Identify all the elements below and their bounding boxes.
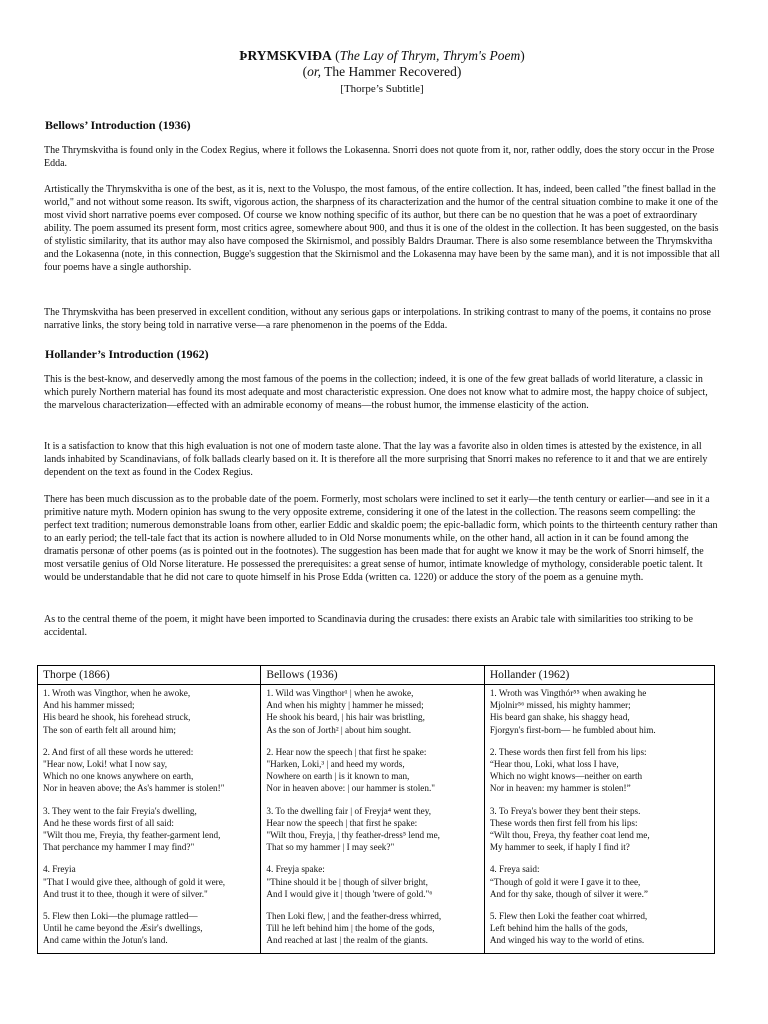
document-page [44, 48, 720, 638]
title-or: or, [307, 64, 322, 79]
hollander-paragraph-4: As to the central theme of the poem, it might have been imported to Scandinavia during the crusades: there exists an Arabic tale with similarities too striking to be accidental. [44, 614, 693, 638]
bellows-paragraph-1: The Thrymskvitha is found only in the Codex Regius, where it follows the Lokasenna. Snorri does not quote from it, nor, rather oddly, does the story occur in the Prose Edda. [44, 145, 715, 169]
column-header-hollander: Hollander (1962) [484, 666, 714, 685]
thorpe-column [38, 685, 261, 954]
bellows-paragraph-2: Artistically the Thrymskvitha is one of the best, as it is, next to the Voluspo, the most famous, of the entire collection. It has, indeed, been called "the finest ballad in the world," and not without some reason. Its swift, vigorous action, the sharpness of its characterization and the humor of the central situation combine to make it one of the most vivid short narrative poems ever composed. Of course we know nothing specific of its author, but there can be no question that he was a poet of extraordinary ability. The poem assumed its present form, most critics agree, somewhere about 900, and thus it is one of the oldest in the collection. It has been suggested, on the basis of stylistic similarity, that its author may also have composed the Skirnismol, and possibly Baldrs Draumar. There is also some resemblance between the Thrymskvitha and the Lokasenna (note, in this connection, Bugge's suggestion that the Skirnismol and the Lokasenna may have been by the same man), and it is not impossible that all four poems have a single authorship. [44, 184, 720, 273]
title-english: The Lay of Thrym, Thrym's Poem [339, 48, 521, 63]
column-header-thorpe: Thorpe (1866) [38, 666, 261, 685]
bellows-column [261, 685, 484, 954]
title-subtitle: [Thorpe’s Subtitle] [340, 83, 424, 95]
bellows-paragraph-3: The Thrymskvitha has been preserved in excellent condition, without any serious gaps or interpolations. In striking contrast to many of the poems, it contains no prose narrative links, the story being told in narrative verse—a rare phenomenon in the poems of the Edda. [44, 307, 711, 331]
hollander-stanza-3: 3. To Freya's bower they bent their steps. These words then first fell from his lips: “Wilt thou, Freya, thy feather coat lend me, My hammer to seek, if haply I find it? [489, 805, 650, 853]
hollander-stanza-1: 1. Wroth was Vingthór⁵⁵ when awaking he Mjolnir⁵⁶ missed, his mighty hammer; His beard gan shake, his shaggy head, Fjorgyn's first-born— he fumbled about him. [489, 688, 656, 735]
hollander-paragraph-2: It is a satisfaction to know that this high evaluation is not one of modern taste alone. That the lay was a favorite also in olden times is attested by the existence, in all lands inhabited by Scandinavians, of folk ballads clearly based on it. It is therefore all the more surprising that Snorri makes no reference to it and that we are entirely dependent on the text as found in the Codex Regius. [44, 441, 708, 478]
thorpe-stanza-5: 5. Flew then Loki—the plumage rattled— Until he came beyond the Æsir's dwellings, And came within the Jotun's land. [43, 911, 203, 946]
hollander-stanza-5: 5. Flew then Loki the feather coat whirred, Left behind him the halls of the gods, And winged his way to the world of etins. [489, 911, 648, 946]
bellows-stanza-5: Then Loki flew, | and the feather-dress whirred, Till he left behind him | the home of the gods, And reached at last | the realm of the giants. [266, 911, 442, 946]
table-row [38, 685, 715, 954]
hollander-column [484, 685, 714, 954]
thorpe-stanza-4: 4. Freyia "That I would give thee, although of gold it were, And trust it to thee, though it were of silver." [43, 864, 226, 899]
title-main: ÞRYMSKVIÐA [239, 48, 332, 63]
bellows-stanza-1: 1. Wild was Vingthor¹ | when he awoke, And when his mighty | hammer he missed; He shook his beard, | his hair was bristling, As the son of Jorth² | about him sought. [266, 688, 425, 735]
thorpe-stanza-3: 3. They went to the fair Freyia's dwelling, And he these words first of all said: "Wilt thou me, Freyia, thy feather-garment lend, That perchance my hammer I may find?" [43, 805, 221, 853]
thorpe-stanza-2: 2. And first of all these words he uttered: "Hear now, Loki! what I now say, Which no one knows anywhere on earth, Nor in heaven above; the As's hammer is stolen!" [43, 746, 225, 794]
table-header-row [38, 666, 715, 685]
hollander-paragraph-1: This is the best-know, and deservedly among the most famous of the poems in the collection; indeed, it is one of the few great ballads of world literature, a classic in which purely Northern material has found its most adequate and most characteristic expression. One does not know what to admire most, the happy choice of subject, the marvelous characterization—effected with an admirable economy of means—the robust humor, the immense elasticity of the action. [44, 374, 708, 411]
bellows-stanza-2: 2. Hear now the speech | that first he spake: "Harken, Loki,³ | and heed my words, Nowhere on earth | is it known to man, Nor in heaven above: | our hammer is stolen." [266, 746, 436, 794]
title-alt: The Hammer Recovered [324, 64, 457, 79]
hollander-stanza-2: 2. These words then first fell from his lips: “Hear thou, Loki, what loss I have, Which no wight knows—neither on earth Nor in heaven: my hammer is stolen!” [489, 746, 647, 794]
translation-comparison-table [37, 665, 715, 954]
bellows-stanza-3: 3. To the dwelling fair | of Freyja⁴ went they, Hear now the speech | that first he spake: "Wilt thou, Freyja, | thy feather-dress⁵ lend me, That so my hammer | I may seek?" [266, 805, 440, 853]
column-header-bellows: Bellows (1936) [261, 666, 484, 685]
poem-title: ÞRYMSKVIÐA (The Lay of Thrym, Thrym's Poem) (or, The Hammer Recovered) [Thorpe’s Subtitle] [239, 48, 525, 95]
hollander-stanza-4: 4. Freya said: “Though of gold it were I gave it to thee, And for thy sake, though of silver it were.” [489, 864, 649, 899]
hollander-heading: Hollander’s Introduction (1962) [45, 347, 209, 361]
bellows-stanza-4: 4. Freyja spake: "Thine should it be | though of silver bright, And I would give it | though 'twere of gold."⁶ [266, 864, 433, 899]
bellows-heading: Bellows’ Introduction (1936) [45, 118, 191, 132]
thorpe-stanza-1: 1. Wroth was Vingthor, when he awoke, And his hammer missed; His beard he shook, his forehead struck, The son of earth felt all around him; [43, 688, 191, 735]
hollander-paragraph-3: There has been much discussion as to the probable date of the poem. Formerly, most scholars were inclined to set it early—the tenth century or earlier—and see in it a primitive nature myth. Modern opinion has swung to the very opposite extreme, considering it one of the latest in the collection. The reasons seem compelling: the perfect text tradition; numerous demonstrable loans from other, earlier Eddic and skaldic poem; the epic-balladic form, which points to the thirteenth century rather than to an early period; the tell-tale fact that its action is nowhere alluded to in Old Norse monuments while, on the other hand, all action in it can be found among the dramatis personæ of other poems (as is pointed out in the footnotes). The suggestion has been made that for aught we know it may be the work of Snorri himself, the most versatile genius of Old Norse literature. He possessed the prerequisites: a great sense of humor, intimate knowledge of mythology, considerable poetic talent. It would be understandable that he did not care to quote himself in his Prose Edda (written ca. 1220) or adduce the story of the poem as a genuine myth. [44, 494, 718, 583]
